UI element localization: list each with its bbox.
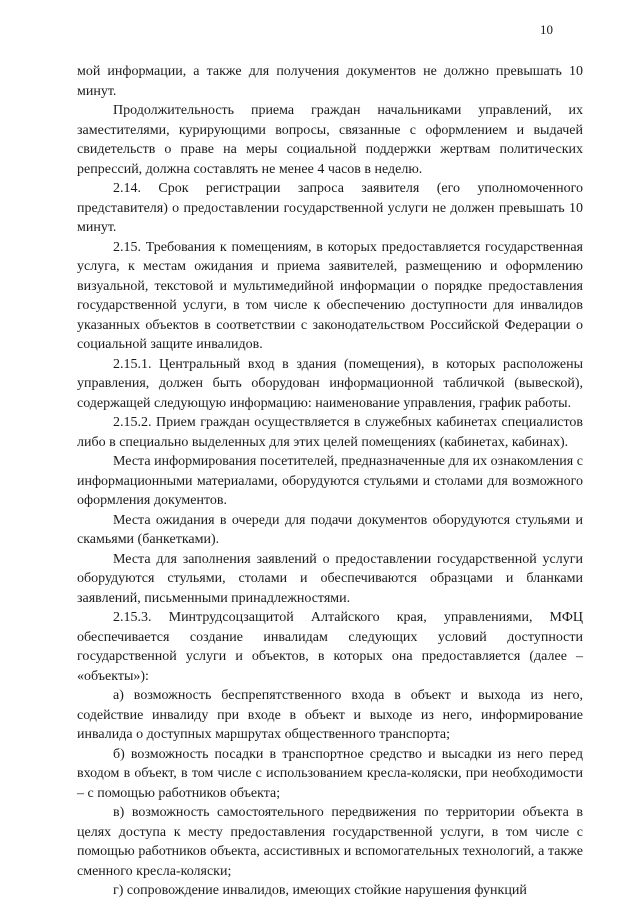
list-item-g: г) сопровождение инвалидов, имеющих стойкие нарушения функций [113, 883, 527, 898]
paragraph-info-places: Места информирования посетителей, предназначенные для их ознакомления с информационными материалами, оборудуются стульями и столами для возможного оформления документов. [77, 454, 583, 508]
paragraph-continuation: мой информации, а также для получения документов не должно превышать 10 минут. [77, 64, 583, 99]
page-number: 10 [540, 22, 553, 37]
list-item-a: а) возможность беспрепятственного входа в объект и выхода из него, содействие инвалиду при входе в объект и выходе из него, информирование инвалида о доступных маршрутах общественного транспорта; [77, 688, 583, 742]
paragraph-2-15-1: 2.15.1. Центральный вход в здания (помещения), в которых расположены управления, должен быть оборудован информационной табличкой (вывеской), содержащей следующую информацию: наименование управления, график работы. [77, 356, 583, 411]
list-item-v: в) возможность самостоятельного передвижения по территории объекта в целях доступа к месту предоставления государственной услуги, в том числе с помощью работников объекта, ассистивных и вспомогательных технологий, а также сменного кресла-коляски; [77, 805, 583, 879]
paragraph-2-15-3: 2.15.3. Минтрудсоцзащитой Алтайского края, управлениями, МФЦ обеспечивается создание инвалидам следующих условий доступности государственной услуги и объектов, в которых она предоставляется (далее – «объекты»): [77, 610, 583, 684]
document-body [77, 62, 583, 901]
list-item-b: б) возможность посадки в транспортное средство и высадки из него перед входом в объект, в том числе с использованием кресла-коляски, при необходимости – с помощью работников объекта; [77, 746, 583, 801]
paragraph-form-filling-places: Места для заполнения заявлений о предоставлении государственной услуги оборудуются стульями, столами и обеспечиваются образцами и бланками заявлений, письменными принадлежностями. [77, 551, 583, 606]
paragraph-2-15-2: 2.15.2. Прием граждан осуществляется в служебных кабинетах специалистов либо в специально выделенных для этих целей помещениях (кабинетах, кабинах). [77, 415, 583, 450]
paragraph-waiting-places: Места ожидания в очереди для подачи документов оборудуются стульями и скамьями (банкетками). [77, 512, 583, 547]
paragraph-reception-duration: Продолжительность приема граждан начальниками управлений, их заместителями, курирующими вопросы, связанные с оформлением и выдачей свидетельств о праве на меры социальной поддержки жертвам политических репрессий, должна составлять не менее 4 часов в неделю. [77, 103, 583, 177]
paragraph-2-14: 2.14. Срок регистрации запроса заявителя (его уполномоченного представителя) о предоставлении государственной услуги не должен превышать 10 минут. [77, 181, 583, 235]
paragraph-2-15: 2.15. Требования к помещениям, в которых предоставляется государственная услуга, к местам ожидания и приема заявителей, размещению и оформлению визуальной, текстовой и мультимедийной информации о порядке предоставления государственной услуги, в том числе к обеспечению доступности для инвалидов указанных объектов в соответствии с законодательством Российской Федерации о социальной защите инвалидов. [77, 239, 583, 352]
